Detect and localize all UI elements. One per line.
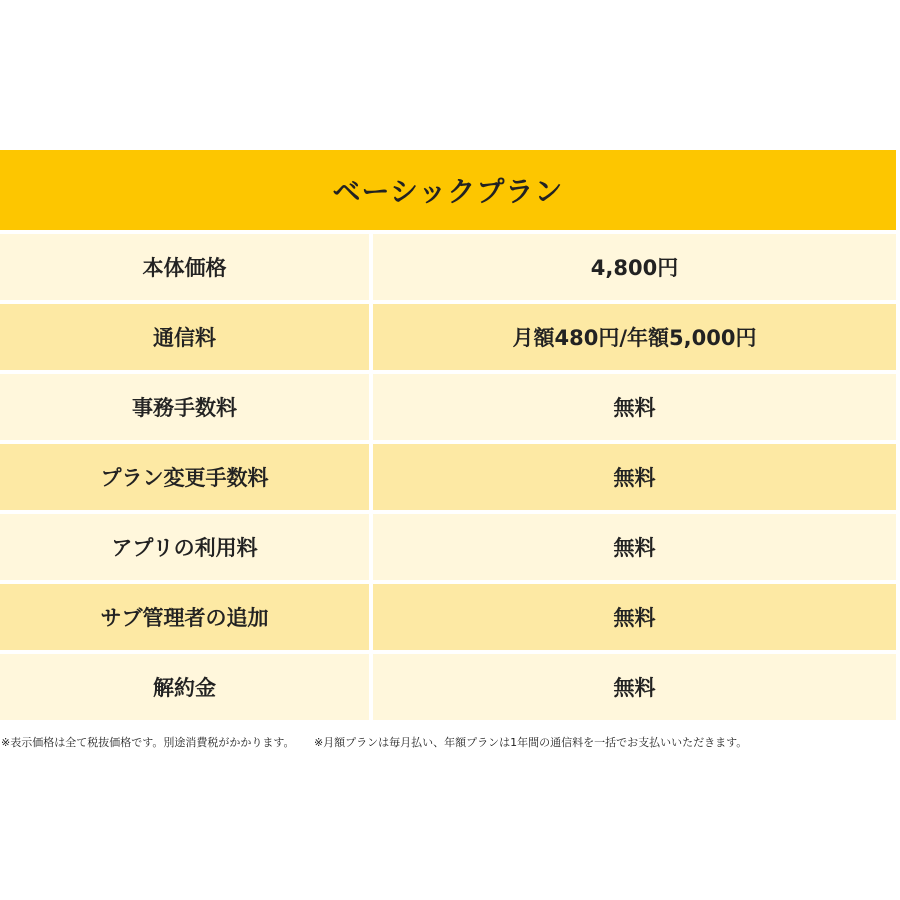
- payment-note: ※月額プランは毎月払い、年額プランは1年間の通信料を一括でお支払いいただきます。: [313, 736, 748, 749]
- row-label: 事務手数料: [0, 374, 369, 440]
- table-row: [0, 514, 896, 580]
- plan-title: ベーシックプラン: [0, 150, 896, 230]
- row-value: 無料: [373, 584, 896, 650]
- row-value: 月額480円/年額5,000円: [373, 304, 896, 370]
- row-label: 通信料: [0, 304, 369, 370]
- row-value: 無料: [373, 444, 896, 510]
- table-row: [0, 374, 896, 440]
- table-row: [0, 444, 896, 510]
- row-label: アプリの利用料: [0, 514, 369, 580]
- row-label: 解約金: [0, 654, 369, 720]
- row-label: プラン変更手数料: [0, 444, 369, 510]
- table-row: [0, 654, 896, 720]
- pricing-table: [0, 150, 896, 720]
- row-value: 4,800円: [373, 234, 896, 300]
- row-label: 本体価格: [0, 234, 369, 300]
- footnotes: [1, 734, 747, 750]
- table-row: [0, 584, 896, 650]
- table-row: [0, 304, 896, 370]
- tax-note: ※表示価格は全て税抜価格です。別途消費税がかかります。: [1, 736, 295, 749]
- table-row: [0, 234, 896, 300]
- row-value: 無料: [373, 654, 896, 720]
- row-value: 無料: [373, 374, 896, 440]
- row-value: 無料: [373, 514, 896, 580]
- row-label: サブ管理者の追加: [0, 584, 369, 650]
